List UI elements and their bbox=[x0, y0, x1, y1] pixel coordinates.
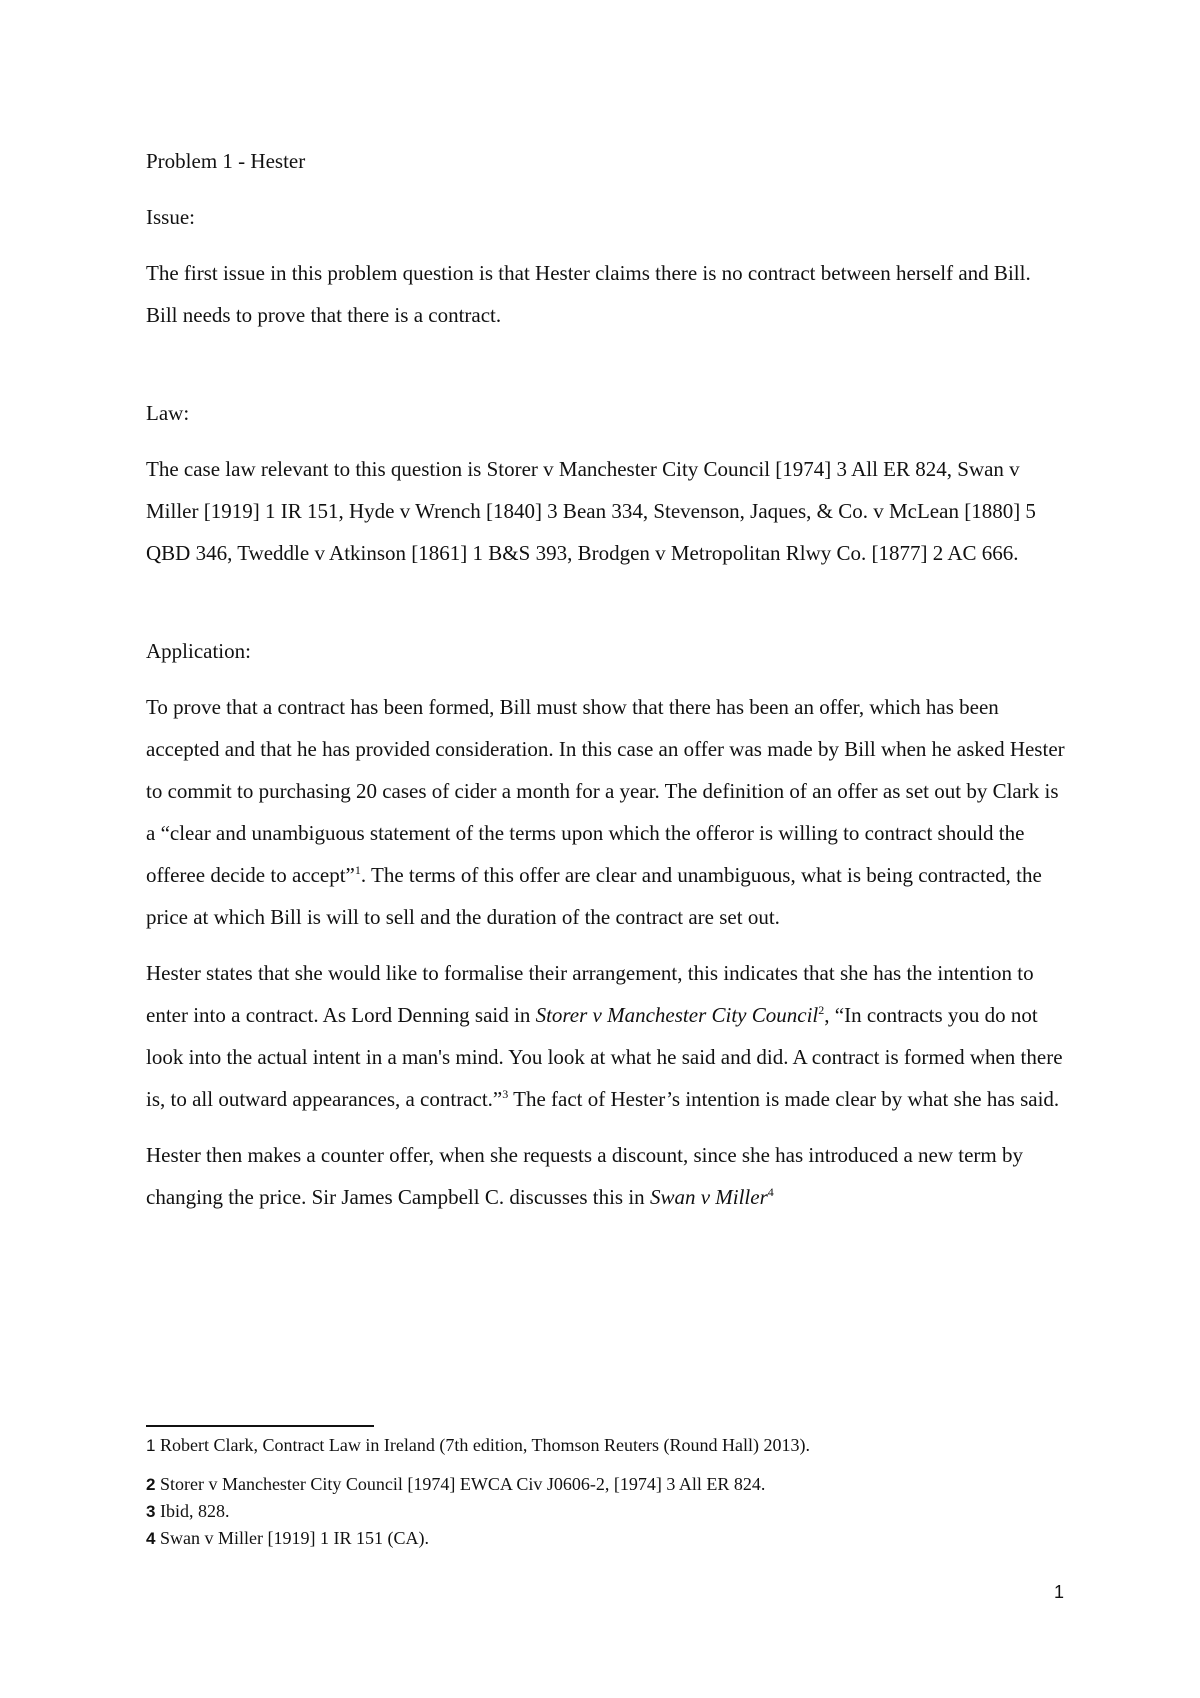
footnote-ref-2[interactable]: 2 bbox=[818, 1003, 825, 1017]
footnote-number: 3 bbox=[146, 1502, 156, 1521]
case-name-swan: Swan v Miller bbox=[649, 1185, 768, 1209]
application-p1-tail: . The terms of this offer are clear and unambiguous, what is being contracted, the price at which Bill is will to sell and the duration of the contract are set out. bbox=[146, 863, 1042, 929]
footnote-number: 2 bbox=[146, 1475, 156, 1494]
footnote-text: Swan v Miller [1919] 1 IR 151 (CA). bbox=[159, 1528, 429, 1548]
law-paragraph: The case law relevant to this question is Storer v Manchester City Council [1974] 3 All ER 824, Swan v Miller [1919] 1 IR 151, Hyde v Wrench [1840] 3 Bean 334, Stevenson, Jaques, & Co. v McLean [1880] 5 QBD 346, Tweddle v Atkinson [1861] 1 B&S 393, Brodgen v Metropolitan Rlwy Co. [1877] 2 AC 666. bbox=[146, 457, 1036, 565]
footnote-text: Ibid, 828. bbox=[159, 1501, 230, 1521]
issue-heading: Issue: bbox=[146, 205, 195, 229]
footnote-3 bbox=[146, 1498, 1066, 1525]
application-paragraph-2 bbox=[146, 952, 1066, 1120]
page-number: 1 bbox=[1053, 1582, 1064, 1602]
footnote-2 bbox=[146, 1471, 1066, 1498]
footnote-ref-4[interactable]: 4 bbox=[767, 1185, 774, 1199]
issue-paragraph: The first issue in this problem question is that Hester claims there is no contract between herself and Bill. Bill needs to prove that there is a contract. bbox=[146, 261, 1031, 327]
footnote-ref-1[interactable]: 1 bbox=[354, 863, 361, 877]
application-p2-text3: The fact of Hester’s intention is made clear by what she has said. bbox=[508, 1087, 1060, 1111]
application-p3-text1: Hester then makes a counter offer, when she requests a discount, since she has introduced a new term by changing the price. Sir James Campbell C. discusses this in bbox=[146, 1143, 1023, 1209]
footnote-text: Storer v Manchester City Council [1974] EWCA Civ J0606-2, [1974] 3 All ER 824. bbox=[159, 1474, 766, 1494]
document-body bbox=[146, 140, 1066, 1232]
footnote-ref-3[interactable]: 3 bbox=[502, 1087, 509, 1101]
footnote-separator bbox=[146, 1425, 374, 1427]
footnote-number: 4 bbox=[146, 1529, 156, 1548]
application-p1-text: To prove that a contract has been formed, Bill must show that there has been an offer, which has been accepted and that he has provided consideration. In this case an offer was made by Bill when he asked Hester to commit to purchasing 20 cases of cider a month for a year. The definition of an offer as set out by Clark is a “clear and unambiguous statement of the terms upon which the offeror is willing to contract should the offeree decide to accept” bbox=[146, 695, 1065, 887]
footnote-text: Robert Clark, Contract Law in Ireland (7th edition, Thomson Reuters (Round Hall) 2013). bbox=[159, 1435, 811, 1455]
application-p2-text2: , “In contracts you do not look into the actual intent in a man's mind. You look at what he said and did. A contract is formed when there is, to all outward appearances, a contract.” bbox=[146, 1003, 1063, 1111]
footnote-1 bbox=[146, 1432, 1066, 1459]
footnote-number: 1 bbox=[146, 1436, 156, 1455]
application-heading: Application: bbox=[146, 639, 251, 663]
case-name-storer: Storer v Manchester City Council bbox=[535, 1003, 819, 1027]
application-paragraph-1 bbox=[146, 686, 1066, 938]
application-paragraph-3 bbox=[146, 1134, 1066, 1218]
law-heading: Law: bbox=[146, 401, 190, 425]
application-p2-text1: Hester states that she would like to formalise their arrangement, this indicates that she has the intention to enter into a contract. As Lord Denning said in bbox=[146, 961, 1034, 1027]
document-title: Problem 1 - Hester bbox=[146, 149, 306, 173]
footnotes bbox=[146, 1432, 1066, 1552]
footnote-4 bbox=[146, 1525, 1066, 1552]
